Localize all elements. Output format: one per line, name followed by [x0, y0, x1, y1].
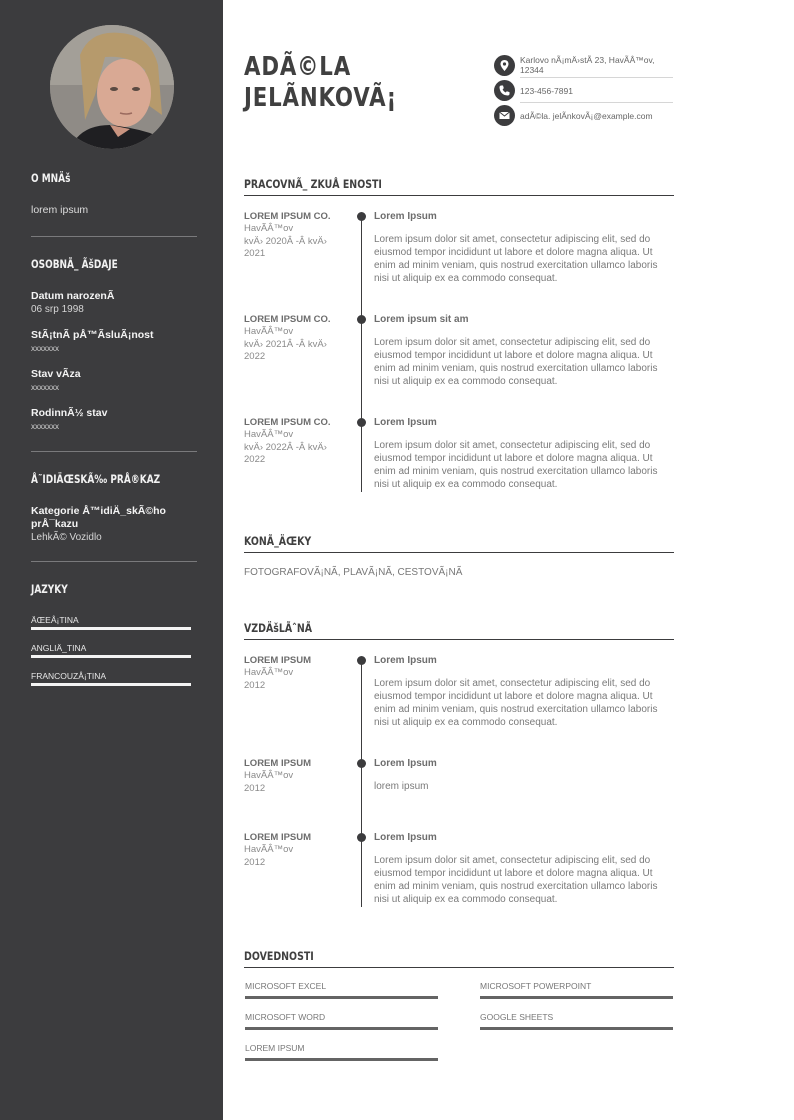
- experience-entry-meta: [244, 211, 349, 261]
- skill-item: [480, 1012, 673, 1030]
- entry-description: Lorem ipsum dolor sit amet, consectetur adipiscing elit, sed do eiusmod tempor incididunt ut labore et dolore magna aliqua. Ut enim ad minim veniam, quis nostrud exercitation ullamco laboris nisi ut aliquip ex ea commodo consequat.: [374, 337, 658, 387]
- location-pin-icon: [494, 55, 515, 76]
- language-level-bar: [31, 627, 191, 630]
- personal-section: [31, 257, 197, 433]
- entry-description: Lorem ipsum dolor sit amet, consectetur adipiscing elit, sed do eiusmod tempor incididunt ut labore et dolore magna aliqua. Ut enim ad minim veniam, quis nostrud exercitation ullamco laboris nisi ut aliquip ex ea commodo consequat.: [374, 678, 658, 728]
- personal-label: Stav vÃza: [31, 368, 81, 380]
- license-title: Å˜IDIÄŒSKÃ‰ PRÅ®KAZ: [31, 472, 161, 486]
- language-item: [31, 671, 197, 686]
- about-section: [31, 171, 197, 216]
- phone-icon: [494, 80, 515, 101]
- entry-description: lorem ipsum: [374, 781, 429, 792]
- personal-value: xxxxxxx: [31, 422, 59, 431]
- hobbies-text: FOTOGRAFOVÃ¡NÃ, PLAVÃ¡NÃ, CESTOVÃ¡NÃ: [244, 567, 463, 578]
- entry-org: LOREM IPSUM: [244, 758, 312, 769]
- skill-name: MICROSOFT WORD: [245, 1012, 326, 1022]
- entry-year: 2012: [244, 856, 266, 868]
- timeline-dot: [357, 315, 366, 324]
- skill-level-bar: [480, 1027, 673, 1030]
- address-text: Karlovo nÃ¡mÄ›stÃ 23, HavÃÂ™ov, 12344: [520, 55, 655, 75]
- education-title: VZDÄšLÃˆNÃ: [244, 621, 313, 635]
- entry-description: Lorem ipsum dolor sit amet, consectetur adipiscing elit, sed do eiusmod tempor incididunt ut labore et dolore magna aliqua. Ut enim ad minim veniam, quis nostrud exercitation ullamco laboris nisi ut aliquip ex ea commodo consequat.: [374, 234, 658, 284]
- entry-title: Lorem Ipsum: [374, 655, 437, 666]
- education-entry-body: [374, 655, 674, 729]
- entry-year: 2012: [244, 782, 266, 794]
- skill-item: [245, 1012, 438, 1030]
- personal-label: Datum narozenÃ: [31, 290, 115, 302]
- experience-entry-meta: [244, 417, 349, 467]
- education-entry-meta: [244, 758, 349, 795]
- entry-dates: kvÄ› 2021Â -Â kvÄ› 2022: [244, 338, 327, 362]
- personal-label: StÃ¡tnÃ pÅ™ÃsluÃ¡nost: [31, 329, 154, 341]
- languages-section: [31, 582, 197, 686]
- entry-city: HavÃÂ™ov: [244, 326, 294, 337]
- experience-title: PRACOVNÃ_ ZKUÅ ENOSTI: [244, 177, 382, 191]
- section-divider: [244, 195, 674, 196]
- language-level-bar: [31, 655, 191, 658]
- entry-description: Lorem ipsum dolor sit amet, consectetur adipiscing elit, sed do eiusmod tempor incididunt ut labore et dolore magna aliqua. Ut enim ad minim veniam, quis nostrud exercitation ullamco laboris nisi ut aliquip ex ea commodo consequat.: [374, 440, 658, 490]
- education-entry-body: [374, 758, 674, 793]
- language-item: [31, 615, 197, 630]
- personal-value: 06 srp 1998: [31, 304, 84, 315]
- envelope-icon: [494, 105, 515, 126]
- personal-label: RodinnÃ½ stav: [31, 407, 108, 419]
- skill-item: [480, 981, 673, 999]
- education-timeline: [361, 659, 362, 907]
- experience-entry-body: [374, 211, 674, 285]
- entry-org: LOREM IPSUM CO.: [244, 314, 331, 325]
- personal-item: [31, 407, 197, 433]
- name-first: ADÃ©LA: [244, 52, 352, 82]
- experience-entry-meta: [244, 314, 349, 364]
- skill-name: MICROSOFT EXCEL: [245, 981, 327, 991]
- section-divider: [244, 552, 674, 553]
- skill-level-bar: [245, 1027, 438, 1030]
- personal-item: [31, 329, 197, 355]
- personal-item: [31, 368, 197, 394]
- candidate-name: [244, 52, 397, 114]
- entry-description: Lorem ipsum dolor sit amet, consectetur adipiscing elit, sed do eiusmod tempor incididunt ut labore et dolore magna aliqua. Ut enim ad minim veniam, quis nostrud exercitation ullamco laboris nisi ut aliquip ex ea commodo consequat.: [374, 855, 658, 905]
- timeline-dot: [357, 212, 366, 221]
- timeline-dot: [357, 656, 366, 665]
- about-text: lorem ipsum: [31, 204, 89, 216]
- about-title: O MNÄš: [31, 171, 71, 185]
- education-entry-meta: [244, 832, 349, 869]
- language-name: FRANCOUZÅ¡TINA: [31, 671, 107, 681]
- entry-city: HavÃÂ™ov: [244, 223, 294, 234]
- experience-timeline: [361, 215, 362, 492]
- phone-text: 123-456-7891: [520, 86, 573, 96]
- entry-city: HavÃÂ™ov: [244, 844, 294, 855]
- name-last: JELÃNKOVÃ¡: [244, 83, 398, 113]
- personal-item: [31, 290, 197, 316]
- contact-divider: [520, 77, 673, 78]
- license-label: Kategorie Å™idiÄ_skÃ©ho prÅ¯kazu: [31, 505, 166, 530]
- skill-level-bar: [480, 996, 673, 999]
- timeline-dot: [357, 418, 366, 427]
- personal-value: xxxxxxx: [31, 344, 59, 353]
- entry-org: LOREM IPSUM: [244, 655, 312, 666]
- entry-title: Lorem Ipsum: [374, 758, 437, 769]
- sidebar: [0, 0, 223, 1120]
- sidebar-divider: [31, 561, 197, 562]
- entry-title: Lorem Ipsum: [374, 417, 437, 428]
- personal-title: OSOBNÃ_ ÃšDAJE: [31, 257, 118, 271]
- entry-org: LOREM IPSUM CO.: [244, 417, 331, 428]
- contact-divider: [520, 102, 673, 103]
- entry-title: Lorem Ipsum: [374, 211, 437, 222]
- entry-dates: kvÄ› 2022Â -Â kvÄ› 2022: [244, 441, 327, 465]
- sidebar-divider: [31, 236, 197, 237]
- skill-level-bar: [245, 996, 438, 999]
- timeline-dot: [357, 759, 366, 768]
- entry-org: LOREM IPSUM: [244, 832, 312, 843]
- entry-year: 2012: [244, 679, 266, 691]
- profile-photo: [50, 25, 174, 149]
- email-text: adÃ©la. jelÃnkovÃ¡@example.com: [520, 111, 653, 121]
- skill-item: [245, 1043, 438, 1061]
- hobbies-title: KONÃ_ÄŒKY: [244, 534, 312, 548]
- experience-entry-body: [374, 314, 674, 388]
- entry-city: HavÃÂ™ov: [244, 770, 294, 781]
- entry-city: HavÃÂ™ov: [244, 667, 294, 678]
- education-entry-meta: [244, 655, 349, 692]
- entry-city: HavÃÂ™ov: [244, 429, 294, 440]
- entry-dates: kvÄ› 2020Â -Â kvÄ› 2021: [244, 235, 327, 259]
- entry-title: Lorem Ipsum: [374, 832, 437, 843]
- license-value: LehkÃ© Vozidlo: [31, 532, 102, 543]
- skill-name: LOREM IPSUM: [245, 1043, 305, 1053]
- languages-title: JAZYKY: [31, 582, 68, 596]
- sidebar-divider: [31, 451, 197, 452]
- personal-value: xxxxxxx: [31, 383, 59, 392]
- section-divider: [244, 967, 674, 968]
- skill-level-bar: [245, 1058, 438, 1061]
- education-entry-body: [374, 832, 674, 906]
- skill-item: [245, 981, 438, 999]
- section-divider: [244, 639, 674, 640]
- skill-name: GOOGLE SHEETS: [480, 1012, 554, 1022]
- language-name: ANGLIÄ_TINA: [31, 643, 87, 653]
- timeline-dot: [357, 833, 366, 842]
- experience-entry-body: [374, 417, 674, 491]
- language-level-bar: [31, 683, 191, 686]
- skills-title: DOVEDNOSTI: [244, 949, 314, 963]
- entry-title: Lorem ipsum sit am: [374, 314, 469, 325]
- language-name: ÄŒEÅ¡TINA: [31, 615, 79, 625]
- entry-org: LOREM IPSUM CO.: [244, 211, 331, 222]
- language-item: [31, 643, 197, 658]
- license-section: [31, 472, 197, 544]
- skill-name: MICROSOFT POWERPOINT: [480, 981, 592, 991]
